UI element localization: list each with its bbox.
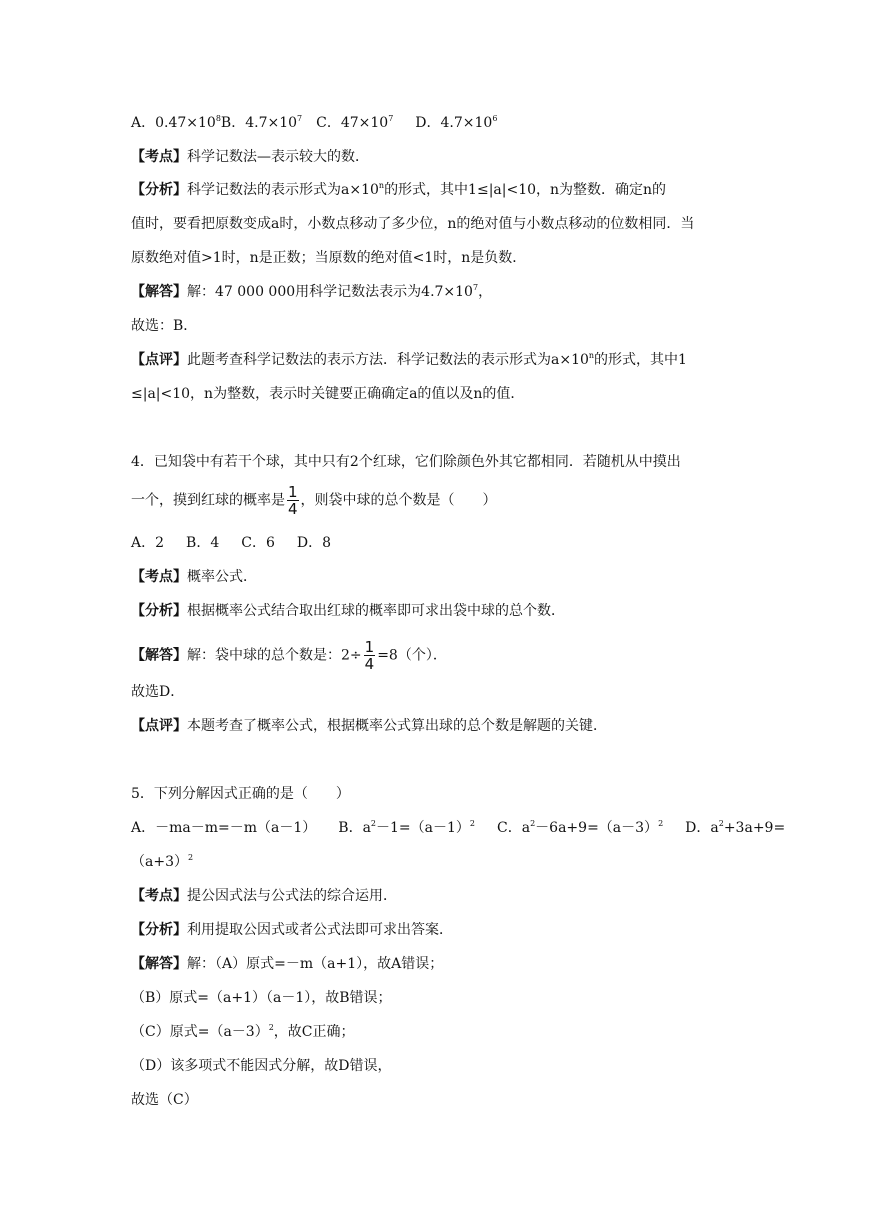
q4-dianping: 【点评】本题考查了概率公式，根据概率公式算出球的总个数是解题的关键． xyxy=(131,718,607,734)
fraction-one-quarter: $\frac{1}{4}$ xyxy=(364,638,375,673)
q5-answer: 故选（C） xyxy=(131,1092,198,1108)
q5-jieda-line4: （D）该多项式不能因式分解，故D错误， xyxy=(131,1058,392,1074)
dianping-tag: 【点评】 xyxy=(131,718,187,734)
q4-kaodian: 【考点】概率公式． xyxy=(131,569,257,585)
q5-jieda-line1: 【解答】解：（A）原式=－m（a+1），故A错误； xyxy=(131,956,444,972)
q4-answer: 故选D． xyxy=(131,684,185,700)
q4-jieda: 【解答】解：袋中球的总个数是：2÷ $\frac{1}{4}$ =8（个）． xyxy=(131,638,447,673)
jieda-tag: 【解答】 xyxy=(131,956,187,972)
q3-option-d: D．$4.7\times 10^6$ xyxy=(415,114,498,131)
q3-jieda: 【解答】解：47 000 000用科学记数法表示为$4.7\times 10^7$， xyxy=(131,283,493,300)
kaodian-tag: 【考点】 xyxy=(131,149,187,165)
q4-option-d: D．8 xyxy=(296,535,331,551)
kaodian-tag: 【考点】 xyxy=(131,888,187,904)
fenxi-tag: 【分析】 xyxy=(131,182,187,198)
q3-dianping-line1: 【点评】此题考查科学记数法的表示方法．科学记数法的表示形式为$a\times 10^n$的形式，其中1 xyxy=(131,351,687,368)
q3-option-a: A．$0.47\times 10^8$ xyxy=(131,114,221,131)
q4-option-b: B．4 xyxy=(186,535,220,551)
fenxi-tag: 【分析】 xyxy=(131,922,187,938)
jieda-tag: 【解答】 xyxy=(131,284,187,300)
q3-fenxi-line2: 值时，要看把原数变成a时，小数点移动了多少位，n的绝对值与小数点移动的位数相同．当 xyxy=(131,216,695,232)
q4-option-c: C．6 xyxy=(241,535,275,551)
kaodian-tag: 【考点】 xyxy=(131,569,187,585)
q5-option-b: B．$a^2-1=(a-1)^2$ xyxy=(338,819,476,836)
q3-dianping-line2: ≤|a|<10，n为整数，表示时关键要正确确定a的值以及n的值． xyxy=(131,386,525,402)
q5-jieda-line2: （B）原式=（a+1）（a－1），故B错误； xyxy=(131,990,392,1006)
fraction-one-quarter: $\frac{1}{4}$ xyxy=(288,483,298,518)
q5-option-c: C．$a^2-6a+9=(a-3)^2$ xyxy=(497,819,664,836)
q3-answer: 故选：B． xyxy=(131,318,198,334)
q4-option-a: A．2 xyxy=(131,535,165,551)
q3-fenxi-line1: 【分析】科学记数法的表示形式为$a\times 10^n$的形式，其中1≤|a|<10，n为整数．确定n的 xyxy=(131,181,667,198)
q5-options xyxy=(131,818,785,838)
dianping-tag: 【点评】 xyxy=(131,352,187,368)
q5-option-a: A．－ma－m=－m（a－1） xyxy=(131,820,317,836)
q3-kaodian: 【考点】科学记数法—表示较大的数． xyxy=(131,149,369,165)
q5-option-d: D．$a^2+3a+9=$ xyxy=(685,819,786,836)
q5-kaodian: 【考点】提公因式法与公式法的综合运用． xyxy=(131,888,397,904)
q5-option-d-cont: $(a+3)^2$ xyxy=(131,853,194,870)
q5-fenxi: 【分析】利用提取公因式或者公式法即可求出答案． xyxy=(131,922,453,938)
jieda-tag: 【解答】 xyxy=(131,647,187,664)
q3-option-b: B．$4.7\times 10^7$ xyxy=(220,114,303,131)
q4-options xyxy=(131,533,331,553)
q5-jieda-line3: （C）原式$=(a-3)^2$，故C正确； xyxy=(131,1023,355,1040)
q4-stem-line2: 一个，摸到红球的概率是 $\frac{1}{4}$ ，则袋中球的总个数是（ ） xyxy=(131,483,497,518)
q4-fenxi: 【分析】根据概率公式结合取出红球的概率即可求出袋中球的总个数． xyxy=(131,603,565,619)
fenxi-tag: 【分析】 xyxy=(131,603,187,619)
q3-option-c: C．$47\times 10^7$ xyxy=(316,114,394,131)
q3-options xyxy=(131,113,497,133)
q3-fenxi-line3: 原数绝对值>1时，n是正数；当原数的绝对值<1时，n是负数． xyxy=(131,250,527,266)
q5-stem: 5．下列分解因式正确的是（ ） xyxy=(131,786,350,802)
q4-stem-line1: 4．已知袋中有若干个球，其中只有2个红球，它们除颜色外其它都相同．若随机从中摸出 xyxy=(131,454,681,470)
